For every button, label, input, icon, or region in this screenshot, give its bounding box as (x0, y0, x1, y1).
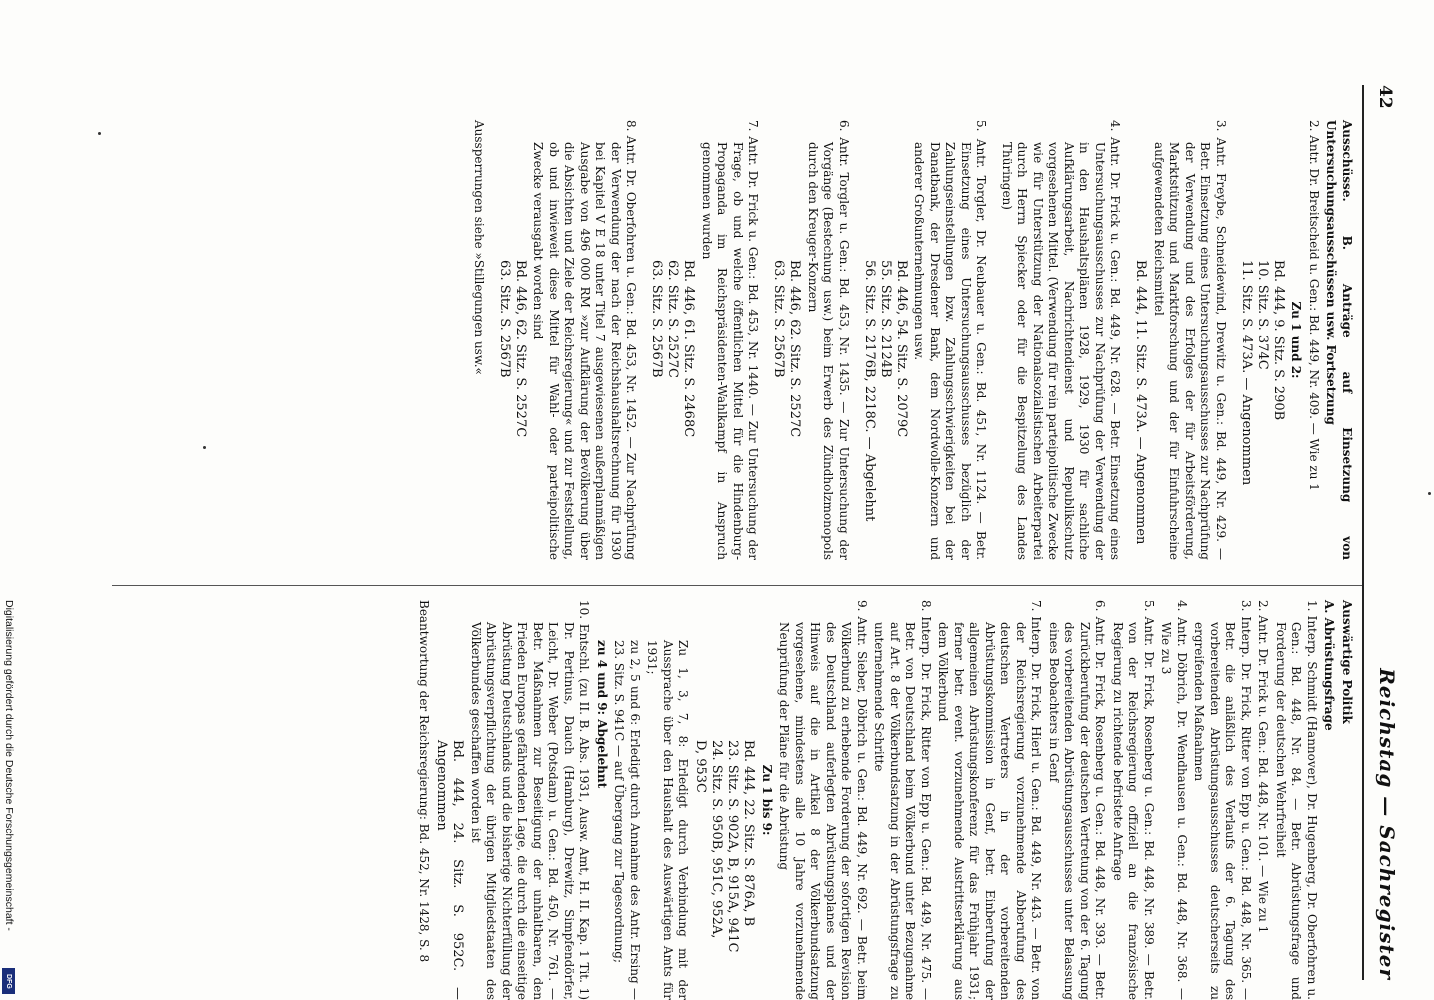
text-entry: 3. Antr. Freybe, Schneidewind, Drewitz u. Gen.: Bd. 449, Nr. 429. — Betr. Einsetzung eines Untersuchungsausschusses zur Nachprüfung der Verwendung und des Erfolges der für Arbeitsförderung, Marktstützung und Marktforschung und der für Einfuhrscheine aufgewendeten Reichsmittel (1152, 120, 1228, 560)
text-entry: 6. Antr. Dr. Frick, Rosenberg u. Gen.: Bd. 448, Nr. 393. — Betr. Zurückberufung der deutschen Vertretung von der 6. Tagung des vorbereitenden Abrüstungsausschusses unter Belassung eines Beobachters in Genf (1047, 600, 1108, 1000)
dfg-logo-icon: DFG (2, 968, 15, 994)
text-entry: 8. Interp. Dr. Frick, Ritter von Epp u. Gen.: Bd. 449, Nr. 475. — Betr. von Deutschland beim Völkerbund unter Bezugnahme auf Art. 8 der Völkerbundsatzung in der Abrüstungsfrage zu unternehmende Schritte (872, 600, 933, 1000)
spacer (486, 120, 494, 560)
text-entry: Aussperrungen siehe »Stillegungen usw.« (472, 120, 486, 375)
spacer (639, 120, 647, 560)
text-entry: 7. Interp. Dr. Frick, Hierl u. Gen.: Bd. 449, Nr. 443. — Betr. von der Reichsregierung vorzunehmende Abberufung des deutschen Vertreters in der vorbereitenden Abrüstungskommission in Genf, betr. Einberufung der allgemeinen Abrüstungskonferenz für das Frühjahr 1931; ferner betr. event. vorzunehmende Austrittserklärung aus dem Völkerbund (936, 600, 1044, 1000)
scan-speck (98, 132, 101, 135)
scan-speck (1428, 492, 1431, 495)
text-entry: 2. Antr. Dr. Frick u. Gen.: Bd. 448, Nr. 101. — Wie zu 1 (1256, 600, 1271, 934)
text-entry: 9. Antr. Sieber, Döbrich u. Gen.: Bd. 449, Nr. 692. — Betr. beim Völkerbund zu erhebende Forderung der sofortigen Revision des Deutschland auferlegten Abrüstungsplanes und der Hinweis auf die in Artikel 8 der Völkerbundsatzung vorgesehene, mindestens alle 10 Jahre vorzunehmende Neuprüfung der Pläne für die Abrüstung (777, 600, 869, 1000)
right-column (414, 600, 1354, 1000)
page-header (1362, 85, 1399, 980)
text-entry: 1. Interp. Schmidt (Hannover), Dr. Hugenberg, Dr. Oberfohren u. Gen.: Bd. 448, Nr. 84. — Betr. Abrüstungsfrage und Forderung der deutschen Wehrfreiheit (1274, 600, 1319, 1000)
text-entry: Zu 1, 3, 7, 8: Erledigt durch Verbindung mit der Aussprache über den Haushalt des Auswärtigen Amts für 1931; (645, 640, 691, 1000)
text-entry: Ausschüsse. B. Anträge auf Einsetzung von Untersuchungsausschüssen usw. Fortsetzung (1324, 120, 1354, 560)
column-divider (112, 585, 1362, 586)
text-entry: Auswärtige Politik (1340, 600, 1354, 724)
page-number: 42 (1375, 85, 1395, 109)
text-entry: Bd. 446, 62. Sitz. S. 2527C 63. Sitz. S. 2567B (497, 260, 528, 438)
text-entry: Bd. 446, 61. Sitz. S. 2468C 62. Sitz. S. 2527C 63. Sitz. S. 2567B (649, 260, 697, 438)
text-entry: 4. Antr. Dr. Frick u. Gen.: Bd. 449, Nr. 628. — Betr. Einsetzung eines Untersuchungsausschusses zur Nachprüfung der Verwendung der in den Haushaltsplänen 1928, 1929, 1930 für sachliche Aufklärungsarbeit, Nachrichtendienst und Republikschutz vorgesehenen Mittel. (Verwendung für rein parteipolitische Zwecke wie für Unterstützung der Nationalsozialistischen Arbeiterpartei durch Herrn Spiecker oder für die Bespitzelung des Landes Thüringen) (1000, 120, 1123, 560)
text-entry: 5. Antr. Torgler, Dr. Neubauer u. Gen.: Bd. 451, Nr. 1124. — Betr. Einsetzung eines Untersuchungsausschusses bezüglich der Zahlungseinstellungen bzw. Zahlungsschwierigkeiten bei der Danatbank, der Dresdener Bank, dem Nordwolle-Konzern und anderer Großunternehmungen usw. (912, 120, 989, 560)
text-entry: 8. Antr. Dr. Oberfohren u. Gen.: Bd. 453, Nr. 1452. — Zur Nachprüfung der Verwendung der nach der Reichshaushaltsrechnung für 1930 bei Kapitel V E 18 unter Titel 7 ausgewiesenen außerplanmäßigen Ausgabe von 496 000 RM »zur Aufklärung der Bevölkerung über die Absichten und Ziele der Reichsregierung« und zur Feststellung, ob und inwieweit diese Mittel für Wahl- oder parteipolitische Zwecke verausgabt worden sind (531, 120, 639, 560)
text-entry: Bd. 444, 11. Sitz. S. 473A. — Angenommen (1133, 260, 1149, 545)
text-entry: Bd. 446, 62. Sitz. S. 2527C 63. Sitz. S. 2567B (771, 260, 803, 438)
text-entry: 4. Antr. Döbrich, Dr. Wendhausen u. Gen.: Bd. 448, Nr. 368. — Wie zu 3 (1159, 600, 1189, 1000)
text-entry: Zu 1 und 2: (1289, 301, 1304, 379)
text-entry: Bd. 444, 22. Sitz. S. 876A, B 23. Sitz. S. 902A, B, 915A, 941C 24. Sitz. S. 950B, 951C, 952A, D, 953C (693, 740, 757, 953)
text-entry: 2. Antr. Dr. Breitscheid u. Gen.: Bd. 449, Nr. 409. — Wie zu 1 (1307, 120, 1321, 491)
text-entry: Beantwortung der Reichsregierung: Bd. 452, Nr. 1428, S. 8 (417, 600, 432, 963)
spacer (761, 120, 769, 560)
text-entry: Zu 1 bis 9: (760, 764, 774, 836)
digitization-footer (2, 600, 16, 992)
text-entry: 3. Interp. Dr. Frick, Ritter von Epp u. Gen.: Bd. 448, Nr. 365. — Betr. die anläßlich des Verlaufs der 6. Tagung des vorbereitenden Abrüstungsausschusses deutscherseits zu ergreifenden Maßnahmen (1192, 600, 1253, 1000)
running-head: Reichstag — Sachregister (1375, 668, 1399, 980)
left-column (469, 120, 1355, 560)
text-entry: 7. Antr. Dr. Frick u. Gen.: Bd. 453, Nr. 1440. — Zur Untersuchung der Frage, ob und welche öffentlichen Mittel für die Hindenburg-Propaganda im Reichspräsidenten-Wahlkampf in Anspruch genommen wurden (700, 120, 761, 560)
text-entry: Bd. 444, 9. Sitz. S. 290B 10. Sitz. S. 374C 11. Sitz. S. 473A. — Angenommen (1239, 260, 1286, 486)
spacer (1228, 120, 1236, 560)
text-entry: A. Abrüstungsfrage (1322, 600, 1337, 731)
text-entry: Bd. 446, 54. Sitz. S. 2079C 55. Sitz. S. 2124B 56. Sitz. S. 2176B, 2218C. — Abgelehnt (862, 260, 909, 522)
text-entry: 5. Antr. Dr. Frick, Rosenberg u. Gen.: Bd. 448, Nr. 389. — Betr. von der Reichsregierung offiziell an die französische Regierung zu richtende befristete Anfrage (1111, 600, 1156, 1000)
spacer (851, 120, 859, 560)
scan-speck (203, 446, 206, 449)
text-entry: zu 4 und 9: Abgelehnt (595, 640, 609, 789)
text-entry: Bd. 444, 24. Sitz. S. 952C. — Angenommen (434, 740, 466, 1000)
spacer (989, 120, 997, 560)
spacer (1123, 120, 1131, 560)
footer-text: Digitalisierung gefördert durch die Deutsche Forschungsgemeinschaft - (3, 600, 15, 931)
text-entry: 10. Entschl. (zu II. B. Abs. 1931, Ausw. Amt, H. II. Kap. 1 Tit. 1) Dr. Pertinus, Dauch (Hamburg), Drewitz, Simpfendörfer, Leicht, Dr. Weber (Potsdam) u. Gen.: Bd. 450, Nr. 761. — Betr. Maßnahmen zur Beseitigung der unhaltbaren, den Frieden Europas gefährdenden Lage, die durch die einseitige Abrüstung Deutschlands und die bisherige Nichterfüllung der Abrüstungsverpflichtung der übrigen Mitgliedstaaten des Völkerbundes geschaffen worden ist (469, 600, 592, 1000)
text-entry: 6. Antr. Torgler u. Gen.: Bd. 453, Nr. 1435. — Zur Untersuchung der Vorgänge (Bestechung usw.) beim Erwerb des Zündholzmonopols durch den Kreuger-Konzern (806, 120, 851, 560)
text-entry: zu 2, 5 und 6: Erledigt durch Annahme des Antr. Ersing — 23. Sitz. S. 941C — auf Übergang zur Tagesordnung; (612, 640, 642, 1000)
